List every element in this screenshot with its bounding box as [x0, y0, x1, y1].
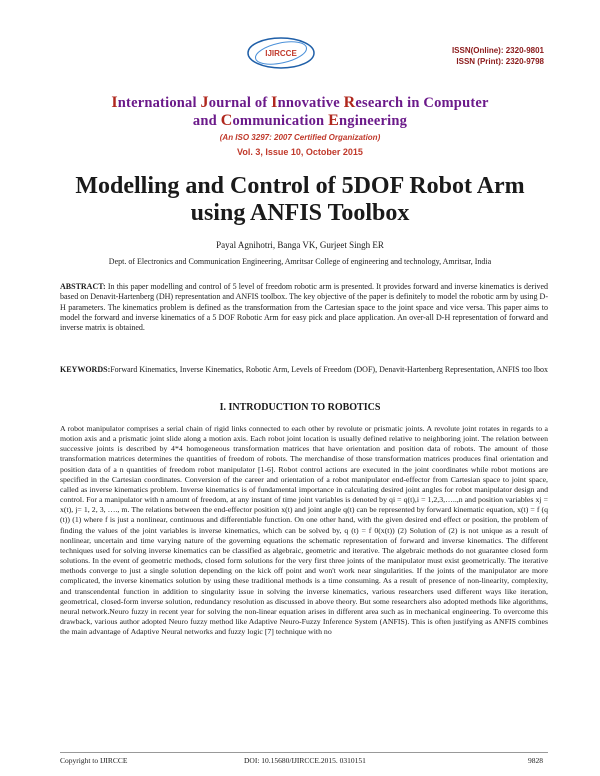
journal-cap: I: [271, 94, 278, 111]
volume-issue: Vol. 3, Issue 10, October 2015: [237, 147, 363, 157]
journal-word: ngineering: [339, 113, 408, 129]
journal-cap: R: [343, 94, 356, 111]
journal-word: esearch in Computer: [355, 95, 489, 111]
journal-cap: I: [111, 94, 118, 111]
journal-word: nnovative: [277, 95, 344, 111]
journal-name: [40, 94, 560, 130]
certification-note: (An ISO 3297: 2007 Certified Organization): [219, 133, 381, 142]
paper-title-line1: Modelling and Control of 5DOF Robot Arm: [75, 173, 525, 199]
issn-online: ISSN(Online): 2320-9801: [451, 46, 544, 55]
journal-word: ournal of: [208, 95, 272, 111]
abstract: [60, 282, 548, 333]
affiliation: Dept. of Electronics and Communication Engineering, Amritsar College of engineering and technology, Amritsar, India: [108, 257, 492, 266]
journal-word: and: [192, 113, 221, 129]
journal-cap: J: [200, 94, 209, 111]
footer-copyright: Copyright to IJIRCCE: [60, 756, 128, 765]
journal-cap: E: [328, 112, 340, 129]
issn-print: ISSN (Print): 2320-9798: [456, 57, 544, 66]
keywords-text: Forward Kinematics, Inverse Kinematics, Robotic Arm, Levels of Freedom (DOF), Denavit-Hartenberg Representation, ANFIS too lbox: [110, 365, 548, 374]
abstract-label: ABSTRACT:: [60, 282, 106, 291]
section-heading: I. INTRODUCTION TO ROBOTICS: [219, 402, 381, 413]
journal-word: ommunication: [232, 113, 329, 129]
journal-word: nternational: [117, 95, 201, 111]
logo-text: IJIRCCE: [265, 49, 297, 58]
journal-name-line1: [40, 94, 560, 112]
paper-title-line2: using ANFIS Toolbox: [190, 200, 410, 226]
issn-block: [452, 45, 544, 67]
footer-page-number: 9828: [528, 756, 543, 765]
footer-doi: DOI: 10.15680/IJIRCCE.2015. 0310151: [244, 756, 366, 765]
authors: Payal Agnihotri, Banga VK, Gurjeet Singh ER: [216, 240, 384, 250]
journal-logo-graphic: [246, 36, 316, 70]
journal-cap: C: [220, 112, 233, 129]
keywords-label: KEYWORDS:: [60, 365, 111, 374]
journal-name-line2: [40, 112, 560, 130]
paper-title: [40, 173, 560, 227]
footer-rule: [60, 752, 548, 753]
journal-logo: [246, 36, 316, 70]
keywords: [60, 365, 548, 375]
intro-paragraph: A robot manipulator comprises a serial chain of rigid links connected to each other by revolute or prismatic joints. A revolute joint rotates in regards to a motion axis and a prismatic joint slide along a motion axis. Each robot joint location is usually defined relative to neighboring joint. The relation between successive joints is described by 4*4 homogeneous transformation matrices that have orientation and position data of robots. The amount of those transformation matrices determines the quantities of freedom of robots. The merchandise of those transformation matrices produces final orientation and position data of a n quantities of freedom robot manipulator [1-6]. Robot control actions are executed in the joint coordinates while robot motions are specified in the Cartesian coordinates. Conversion of the career and orientation of a robot manipulator end-effector from Cartesian space to joint space, called as inverse kinematics problem. Inverse kinematics is of fundamental importance in calculating desired joint angles for robot manipulator design and control. For a manipulator with n amount of freedom, at any instant of time joint variables is denoted by qi = q(t),i = 1,2,3,…..,n and position variables xj = x(t), j= 1, 2, 3, …., m. The relations between the end-effector position x(t) and joint angle q(t) can be represented by forward kinematic equation, x(t) = f (q (t)) (1) where f is just a nonlinear, continuous and differentiable function. On one other hand, with the given desired end effect or position, the problem of finding the values of the joint variables is inverse kinematics, which can be solved by, q (t) = f 0(x(t)) (2) Solution of (2) is not unique as a result of nonlinear, uncertain and time varying nature of the governing equations the schematic representation of forward and inverse kinematics. The different techniques used for solving inverse kinematics can be classified as algebraic, geometric and iterative. The algebraic methods do not guarantee closed form solutions. In the event of geometric methods, closed form solutions for the very first three joints of the manipulator must exist geometrically. The iterative methods converge to just a single solution depending on the kick off point and won't work near singularities. If the joints of the manipulator are more complicated, the inverse kinematics solution by using these traditional methods is a time consuming. As a result of presence of non-linearity, complexity, and transcendental function in addition to singularity issue in solving the inverse kinematics, various researchers used different ways like iteration, geometrical, closed-form inverse solution, redundancy resolution as discussed in above theory. But some researchers also adopted methods like algorithms, neural network.Neuro fuzzy in recent year for solving the non-linear equation arises in different area such as in mechanical engineering. To overcome this drawback, various author adopted Neuro fuzzy method like Adaptive Neuro-Fuzzy Inference System (ANFIS). This is often justifying as ANFIS combines the main advantage of Adaptive Neural networks and fuzzy logic [7] technique with no: [60, 424, 548, 637]
abstract-text: In this paper modelling and control of 5 level of freedom robotic arm is presented. It provides forward and inverse kinematics is derived based on Denavit-Hartenberg (DH) representation and ANFIS toolbox. The key objective of the paper is definitely to model the robotic arm by using D-H parameters. The kinematics problem is defined as the transformation from the Cartesian space to the joint space and vice versa. This paper aims to model the forward and inverse kinematics of a 5 DOF Robotic Arm for easy pick and place application. An over-all D-H representation of forward and inverse matrix is obtained.: [60, 282, 548, 333]
